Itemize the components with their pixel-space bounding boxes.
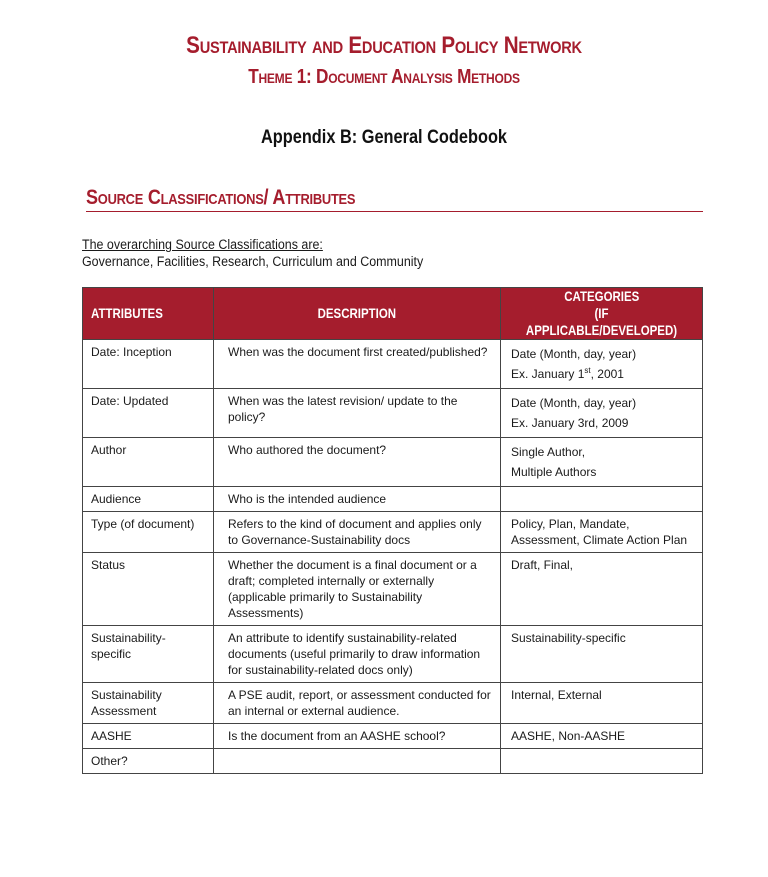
column-header-description: DESCRIPTION xyxy=(214,288,501,340)
attribute-cell: AASHE xyxy=(83,724,214,749)
codebook-table xyxy=(82,287,703,774)
column-header-categories: CATEGORIES (IF APPLICABLE/DEVELOPED) xyxy=(501,288,703,340)
appendix-title: Appendix B: General Codebook xyxy=(260,127,508,148)
table-row xyxy=(83,512,703,553)
category-cell xyxy=(501,487,703,512)
category-cell: Single Author, Multiple Authors xyxy=(501,438,703,487)
category-cell: Sustainability-specific xyxy=(501,626,703,683)
attribute-cell: Author xyxy=(83,438,214,487)
description-cell: Whether the document is a final document or a draft; completed internally or externally (applicable primarily to Sustainability Assessments) xyxy=(214,553,501,626)
table-header-row xyxy=(83,288,703,340)
attribute-cell: Date: Inception xyxy=(83,340,214,389)
category-cell: Date (Month, day, year) Ex. January 3rd, 2009 xyxy=(501,389,703,438)
table-row xyxy=(83,683,703,724)
intro-heading: The overarching Source Classifications are: xyxy=(82,237,323,252)
theme-title: Theme 1: Document Analysis Methods xyxy=(248,66,520,88)
description-cell: When was the latest revision/ update to the policy? xyxy=(214,389,501,438)
description-cell: Refers to the kind of document and applies only to Governance-Sustainability docs xyxy=(214,512,501,553)
intro-paragraph xyxy=(82,236,423,270)
attribute-cell: Type (of document) xyxy=(83,512,214,553)
category-cell: Draft, Final, xyxy=(501,553,703,626)
description-cell: Is the document from an AASHE school? xyxy=(214,724,501,749)
attribute-cell: Other? xyxy=(83,749,214,774)
column-header-attributes: ATTRIBUTES xyxy=(83,288,214,340)
section-divider xyxy=(86,211,703,212)
category-cell: Date (Month, day, year) Ex. January 1st, 2001 xyxy=(501,340,703,389)
category-cell xyxy=(501,749,703,774)
attribute-cell: Audience xyxy=(83,487,214,512)
category-cell: AASHE, Non-AASHE xyxy=(501,724,703,749)
description-cell: When was the document first created/published? xyxy=(214,340,501,389)
category-cell: Internal, External xyxy=(501,683,703,724)
description-cell: An attribute to identify sustainability-related documents (useful primarily to draw information for sustainability-related docs only) xyxy=(214,626,501,683)
attribute-cell: Date: Updated xyxy=(83,389,214,438)
section-heading: Source Classifications/ Attributes xyxy=(86,186,356,209)
attribute-cell: Sustainability Assessment xyxy=(83,683,214,724)
category-cell: Policy, Plan, Mandate, Assessment, Climate Action Plan xyxy=(501,512,703,553)
attribute-cell: Status xyxy=(83,553,214,626)
description-cell: Who authored the document? xyxy=(214,438,501,487)
table-row xyxy=(83,340,703,389)
description-cell xyxy=(214,749,501,774)
attribute-cell: Sustainability-specific xyxy=(83,626,214,683)
table-row xyxy=(83,487,703,512)
description-cell: Who is the intended audience xyxy=(214,487,501,512)
table-row xyxy=(83,724,703,749)
table-row xyxy=(83,626,703,683)
table-row xyxy=(83,553,703,626)
table-row xyxy=(83,749,703,774)
network-title: Sustainability and Education Policy Network xyxy=(186,32,582,59)
table-row xyxy=(83,438,703,487)
table-row xyxy=(83,389,703,438)
description-cell: A PSE audit, report, or assessment conducted for an internal or external audience. xyxy=(214,683,501,724)
intro-classification-list: Governance, Facilities, Research, Curriculum and Community xyxy=(82,254,424,269)
